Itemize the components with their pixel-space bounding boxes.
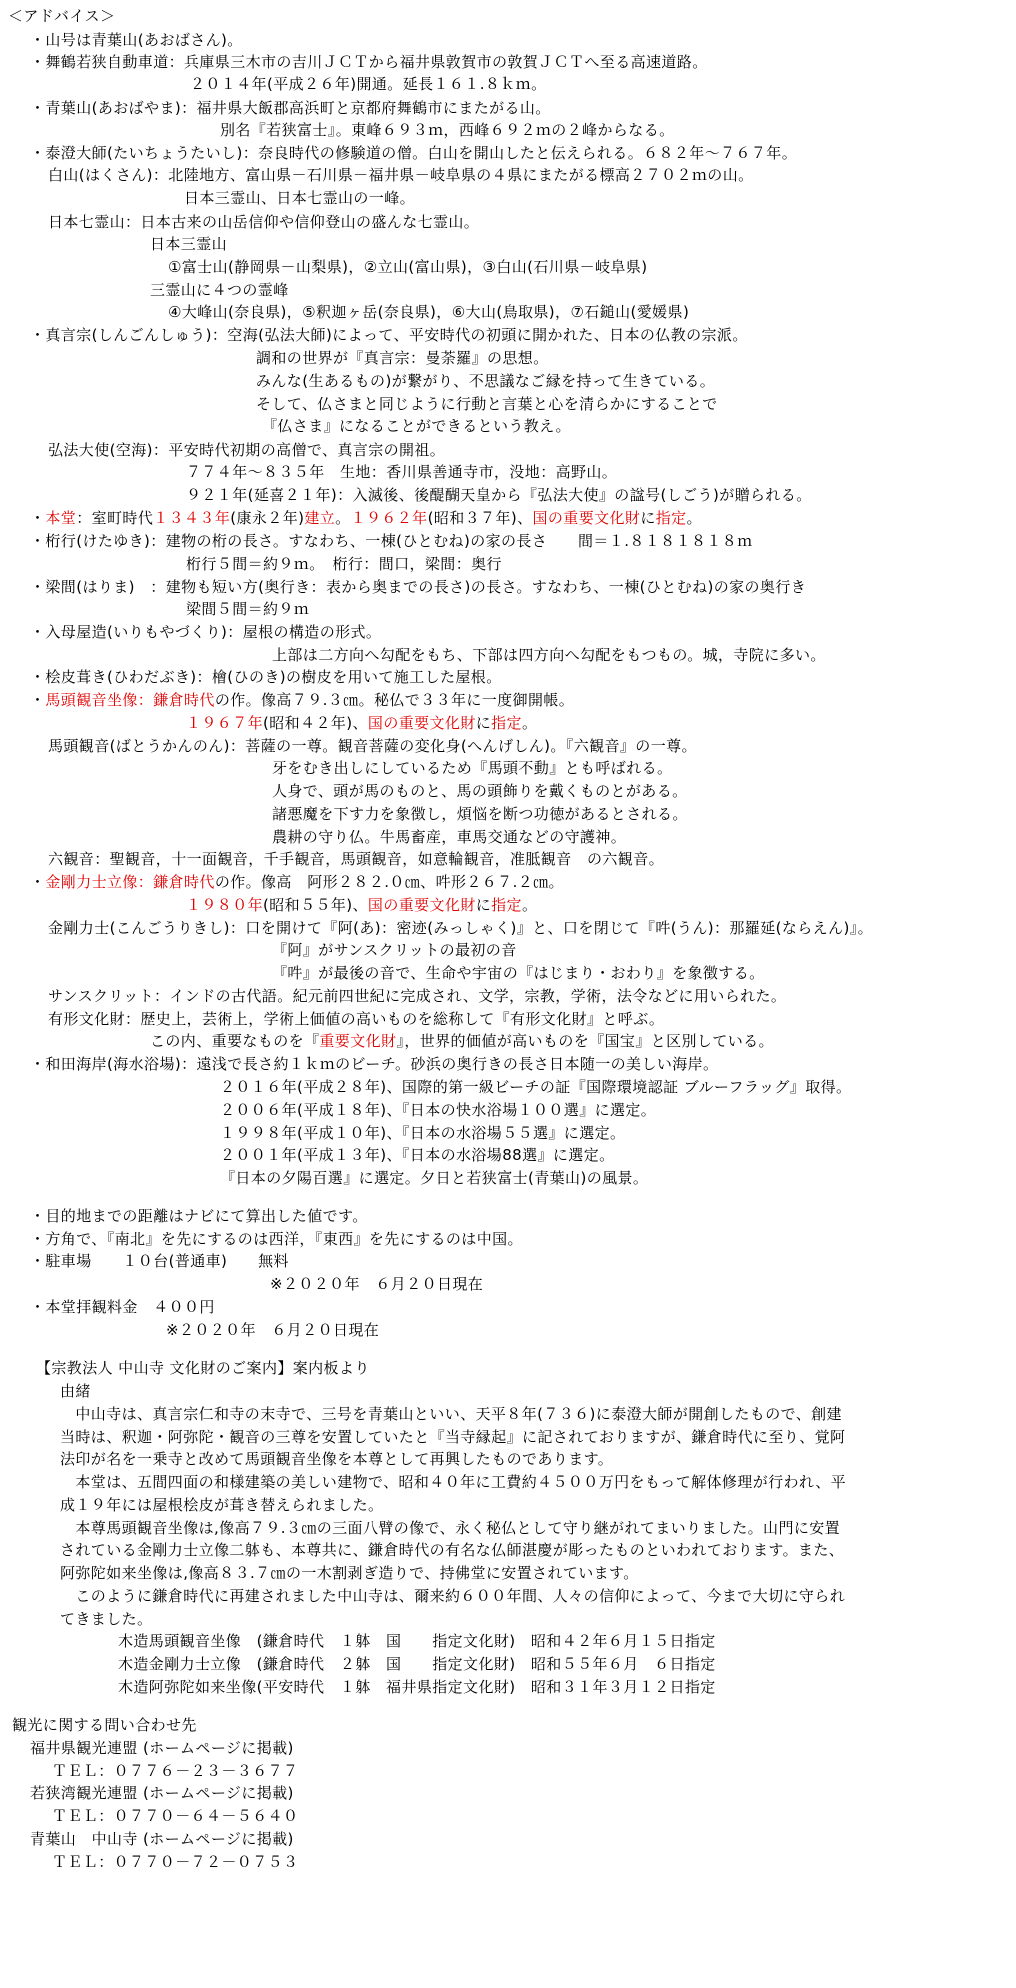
text-line xyxy=(186,462,617,482)
text-segment: 梁間５間＝約９ｍ xyxy=(186,600,310,618)
text-segment: 別名『若狭富士』。東峰６９３ｍ，西峰６９２ｍの２峰からなる。 xyxy=(220,121,675,139)
text-line xyxy=(30,667,502,687)
text-line xyxy=(30,1829,294,1849)
text-segment: ・舞鶴若狭自動車道：兵庫県三木市の吉川ＪＣＴから福井県敦賀市の敦賀ＪＣＴへ至る高速道路。 xyxy=(30,53,708,71)
text-segment: みんな(生あるもの)が繋がり、不思議なご縁を持って生きている。 xyxy=(256,372,716,390)
text-segment: ④大峰山(奈良県)，⑤釈迦ヶ岳(奈良県)，⑥大山(鳥取県)，⑦石鎚山(愛媛県) xyxy=(168,303,690,321)
text-line xyxy=(220,120,675,140)
text-line xyxy=(270,1274,483,1294)
text-line xyxy=(48,736,697,756)
text-line xyxy=(190,74,546,94)
text-segment: ①富士山(静岡県－山梨県)，②立山(富山県)，③白山(石川県－岐阜県) xyxy=(168,258,648,276)
text-line xyxy=(30,1229,523,1249)
text-segment: 桁行５間＝約９ｍ。 桁行：間口，梁間：奥行 xyxy=(186,555,502,573)
text-line xyxy=(48,165,754,185)
text-segment: 観光に関する問い合わせ先 xyxy=(12,1716,197,1734)
text-line xyxy=(60,1472,846,1492)
text-segment: の作。像高 阿形２８２.０㎝、吽形２６７.２㎝。 xyxy=(214,873,564,891)
text-segment: ※２０２０年 ６月２０日現在 xyxy=(270,1275,484,1293)
text-line xyxy=(60,1427,845,1447)
text-segment: てきました。 xyxy=(60,1610,153,1628)
text-segment: に xyxy=(475,714,492,732)
highlight-text: 指定 xyxy=(491,896,522,914)
text-segment: 本尊馬頭観音坐像は,像高７９.３㎝の三面八臂の像で、永く秘仏として守り継がれてまいりました。山門に安置 xyxy=(60,1519,841,1537)
text-line xyxy=(48,918,873,938)
text-line xyxy=(30,1738,294,1758)
text-segment: (昭和５５年)、 xyxy=(263,896,368,914)
text-line xyxy=(220,1077,851,1097)
text-line xyxy=(30,531,753,551)
text-segment: ９２１年(延喜２１年)：入滅後、後醍醐天皇から『弘法大使』の諡号(しごう)が贈られる。 xyxy=(186,486,812,504)
text-segment: 金剛力士(こんごうりきし)：口を開けて『阿(あ)：密迹(みっしゃく)』と、口を閉じて『吽(うん)：那羅延(ならえん)』。 xyxy=(48,919,874,937)
text-segment: 。 xyxy=(335,509,351,527)
text-line xyxy=(30,1054,718,1074)
text-segment: 農耕の守り仏。牛馬畜産，車馬交通などの守護神。 xyxy=(272,828,627,846)
text-segment: 阿弥陀如来坐像は,像高８３.７㎝の一木割剥ぎ造りで、持佛堂に安置されています。 xyxy=(60,1564,639,1582)
text-segment: 。 xyxy=(521,896,538,914)
text-segment: 木造馬頭観音坐像 (鎌倉時代 １躰 国 指定文化財) 昭和４２年６月１５日指定 xyxy=(118,1632,716,1650)
text-segment: 』，世界的価値が高いものを『国宝』と区別している。 xyxy=(396,1032,774,1050)
text-segment: 本堂は、五間四面の和様建築の美しい建物で、昭和４０年に工費約４５００万円をもって解体修理が行われ、平 xyxy=(60,1473,847,1491)
text-segment: ＜アドバイス＞ xyxy=(8,7,116,25)
text-line xyxy=(60,1563,639,1583)
text-line xyxy=(60,1381,91,1401)
text-line xyxy=(30,872,564,892)
highlight-text: １３４３年 xyxy=(153,509,231,527)
text-line xyxy=(8,6,115,26)
text-segment: ：室町時代 xyxy=(76,509,154,527)
text-line xyxy=(48,986,786,1006)
text-line xyxy=(256,394,718,414)
highlight-text: 国の重要文化財 xyxy=(532,509,641,527)
text-line xyxy=(272,758,672,778)
text-line xyxy=(48,440,445,460)
text-segment: ・桁行(けたゆき)：建物の桁の長さ。すなわち、一棟(ひとむね)の家の長さ 間＝１.８１８１８１８ｍ xyxy=(30,532,753,550)
text-segment: サンスクリット：インドの古代語。紀元前四世紀に完成され、文学，宗教，学術，法令などに用いられた。 xyxy=(48,987,787,1005)
highlight-text: 金剛力士立像：鎌倉時代 xyxy=(45,873,215,891)
text-segment: １９９８年(平成１０年)、『日本の水浴場５５選』に選定。 xyxy=(220,1124,626,1142)
text-line xyxy=(30,690,574,710)
text-line xyxy=(60,1609,152,1629)
text-segment: ・和田海岸(海水浴場)：遠浅で長さ約１ｋｍのビーチ。砂浜の奥行きの長さ日本随一の美しい海岸。 xyxy=(30,1055,719,1073)
text-line xyxy=(30,1783,294,1803)
text-line xyxy=(272,781,688,801)
text-segment: ・青葉山(あおばやま)：福井県大飯郡高浜町と京都府舞鶴市にまたがる山。 xyxy=(30,99,551,117)
text-segment: ・目的地までの距離はナビにて算出した値です。 xyxy=(30,1207,368,1225)
text-segment: 白山(はくさん)：北陸地方、富山県－石川県－福井県－岐阜県の４県にまたがる標高２７０２ｍの山。 xyxy=(48,166,754,184)
text-segment: 青葉山 中山寺 (ホームページに掲載) xyxy=(30,1830,294,1848)
text-line xyxy=(30,1297,215,1317)
highlight-text: 重要文化財 xyxy=(319,1032,397,1050)
text-segment: 若狭湾観光連盟 (ホームページに掲載) xyxy=(30,1784,294,1802)
text-line xyxy=(186,485,812,505)
text-segment: ・本堂拝観料金 ４００円 xyxy=(30,1298,215,1316)
text-line xyxy=(60,1518,840,1538)
text-line xyxy=(272,827,626,847)
text-segment: ・桧皮葺き(ひわだぶき)：檜(ひのき)の樹皮を用いて施工した屋根。 xyxy=(30,668,502,686)
text-line xyxy=(60,1404,842,1424)
text-segment: 『日本の夕陽百選』に選定。夕日と若狭富士(青葉山)の風景。 xyxy=(220,1169,649,1187)
highlight-text: １９８０年 xyxy=(186,896,264,914)
text-line xyxy=(30,52,708,72)
text-segment: (昭和３７年)、 xyxy=(427,509,533,527)
text-line xyxy=(272,804,688,824)
text-segment: 当時は、釈迦・阿弥陀・観音の三尊を安置していたと『当寺縁起』に記されておりますが、鎌倉時代に至り、覚阿 xyxy=(60,1428,846,1446)
highlight-text: 指定 xyxy=(655,509,687,527)
text-segment: ・方角で、『南北』を先にするのは西洋，『東西』を先にするのは中国。 xyxy=(30,1230,523,1248)
text-line xyxy=(60,1495,383,1515)
text-line xyxy=(168,257,647,277)
text-line xyxy=(150,1031,774,1051)
text-segment: 『仏さま』になることができるという教え。 xyxy=(262,417,571,435)
text-line xyxy=(256,348,549,368)
text-segment: ・山号は青葉山(あおばさん)。 xyxy=(30,31,243,49)
text-segment: ・ xyxy=(30,509,46,527)
text-line xyxy=(220,1145,615,1165)
text-line xyxy=(30,30,243,50)
text-segment: この内、重要なものを『 xyxy=(150,1032,320,1050)
text-segment: (康永２年) xyxy=(230,509,305,527)
text-segment: 福井県観光連盟 (ホームページに掲載) xyxy=(30,1739,294,1757)
text-line xyxy=(186,554,502,574)
text-line xyxy=(272,963,765,983)
text-line xyxy=(220,1100,656,1120)
highlight-text: 国の重要文化財 xyxy=(367,714,476,732)
text-segment: に xyxy=(640,509,656,527)
text-segment: ・ xyxy=(30,691,46,709)
text-segment: 。 xyxy=(521,714,538,732)
text-line xyxy=(12,1715,197,1735)
text-segment: 牙をむき出しにしているため『馬頭不動』とも呼ばれる。 xyxy=(272,759,673,777)
text-segment: 【宗教法人 中山寺 文化財のご案内】案内板より xyxy=(36,1359,370,1377)
text-line xyxy=(60,1586,845,1606)
text-line xyxy=(166,1320,379,1340)
text-segment: 馬頭観音(ばとうかんのん)：菩薩の一尊。観音菩薩の変化身(へんげしん)。『六観音』の一尊。 xyxy=(48,737,697,755)
text-line xyxy=(118,1631,716,1651)
text-line xyxy=(48,849,664,869)
text-segment: 三霊山に４つの霊峰 xyxy=(150,281,289,299)
text-line xyxy=(150,234,227,254)
text-segment: 有形文化財：歴史上，芸術上，学術上価値の高いものを総称して『有形文化財』と呼ぶ。 xyxy=(48,1010,665,1028)
text-segment: 六観音：聖観音，十一面観音，千手観音，馬頭観音，如意輪観音，准胝観音 の六観音。 xyxy=(48,850,665,868)
text-segment: 日本七霊山：日本古来の山岳信仰や信仰登山の盛んな七霊山。 xyxy=(48,213,480,231)
text-line xyxy=(30,1251,289,1271)
highlight-text: １９６７年 xyxy=(186,714,264,732)
text-line xyxy=(186,895,537,915)
text-segment: 日本三霊山 xyxy=(150,235,228,253)
text-line xyxy=(30,325,748,345)
text-segment: 『阿』がサンスクリットの最初の音 xyxy=(272,941,517,959)
highlight-text: 国の重要文化財 xyxy=(367,896,476,914)
text-segment: ・駐車場 １０台(普通車) 無料 xyxy=(30,1252,289,1270)
text-line xyxy=(168,302,689,322)
text-line xyxy=(184,188,415,208)
text-line xyxy=(30,1206,368,1226)
text-segment: (昭和４２年)、 xyxy=(263,714,368,732)
text-segment: ・真言宗(しんごんしゅう)：空海(弘法大師)によって、平安時代の初頭に開かれた、日本の仏教の宗派。 xyxy=(30,326,748,344)
text-segment: ２００１年(平成１３年)、『日本の水浴場88選』に選定。 xyxy=(220,1146,615,1164)
text-segment: ７７４年～８３５年 生地：香川県善通寺市，没地：高野山。 xyxy=(186,463,618,481)
text-line xyxy=(48,212,479,232)
text-line xyxy=(30,577,806,597)
text-segment: 木造金剛力士立像 (鎌倉時代 ２躰 国 指定文化財) 昭和５５年６月 ６日指定 xyxy=(118,1655,716,1673)
highlight-text: 指定 xyxy=(491,714,522,732)
highlight-text: 建立 xyxy=(304,509,336,527)
text-line xyxy=(60,1449,613,1469)
text-line xyxy=(256,371,715,391)
text-segment: されている金剛力士立像二躰も、本尊共に、鎌倉時代の有名な仏師湛慶が彫ったものといわれております。また、 xyxy=(60,1541,845,1559)
text-segment: ＴＥＬ：０７７６－２３－３６７７ xyxy=(52,1762,299,1780)
text-line xyxy=(30,622,381,642)
text-segment: ※２０２０年 ６月２０日現在 xyxy=(166,1321,380,1339)
text-line xyxy=(52,1852,298,1872)
text-line xyxy=(220,1123,625,1143)
text-line xyxy=(30,98,551,118)
text-segment: このように鎌倉時代に再建されました中山寺は、爾来約６００年間、人々の信仰によって、今まで大切に守られ xyxy=(60,1587,846,1605)
text-segment: そして、仏さまと同じように行動と言葉と心を清らかにすることで xyxy=(256,395,718,413)
text-segment: ・泰澄大師(たいちょうたいし)：奈良時代の修験道の僧。白山を開山したと伝えられる。６８２年～７６７年。 xyxy=(30,144,798,162)
text-segment: 。 xyxy=(686,509,702,527)
text-segment: 中山寺は、真言宗仁和寺の末寺で、三号を青葉山といい、天平８年(７３６)に泰澄大師が開創したもので、創建 xyxy=(60,1405,842,1423)
text-segment: 弘法大使(空海)：平安時代初期の高僧で、真言宗の開祖。 xyxy=(48,441,446,459)
text-segment: ２０１４年(平成２６年)開通。延長１６１.８ｋｍ。 xyxy=(190,75,547,93)
text-segment: 『吽』が最後の音で、生命や宇宙の『はじまり・おわり』を象徴する。 xyxy=(272,964,765,982)
text-line xyxy=(30,143,797,163)
highlight-text: 馬頭観音坐像：鎌倉時代 xyxy=(45,691,215,709)
highlight-text: １９６２年 xyxy=(350,509,428,527)
highlight-text: 本堂 xyxy=(45,509,77,527)
text-line xyxy=(118,1654,716,1674)
text-line xyxy=(30,508,702,528)
text-segment: ２００６年(平成１８年)、『日本の快水浴場１００選』に選定。 xyxy=(220,1101,657,1119)
text-line xyxy=(60,1540,844,1560)
text-line xyxy=(52,1806,298,1826)
text-line xyxy=(36,1358,370,1378)
text-segment: に xyxy=(475,896,492,914)
text-segment: 諸悪魔を下す力を象徴し，煩悩を断つ功徳があるとされる。 xyxy=(272,805,688,823)
text-segment: 日本三霊山、日本七霊山の一峰。 xyxy=(184,189,416,207)
text-segment: ＴＥＬ：０７７０－７２－０７５３ xyxy=(52,1853,299,1871)
text-segment: ・ xyxy=(30,873,46,891)
text-segment: ２０１６年(平成２８年)、国際的第一級ビーチの証『国際環境認証 ブルーフラッグ』取得。 xyxy=(220,1078,852,1096)
text-line xyxy=(48,1009,664,1029)
text-segment: 人身で、頭が馬のものと、馬の頭飾りを戴くものとがある。 xyxy=(272,782,688,800)
text-segment: 成１９年には屋根桧皮が葺き替えられました。 xyxy=(60,1496,384,1514)
text-segment: の作。像高７９.３㎝。秘仏で３３年に一度御開帳。 xyxy=(214,691,575,709)
text-line xyxy=(150,280,289,300)
text-line xyxy=(220,1168,648,1188)
text-line xyxy=(262,416,571,436)
text-segment: 上部は二方向へ勾配をもち、下部は四方向へ勾配をもつもの。城，寺院に多い。 xyxy=(272,646,826,664)
text-segment: 由緒 xyxy=(60,1382,91,1400)
text-segment: ＴＥＬ：０７７０－６４－５６４０ xyxy=(52,1807,299,1825)
text-line xyxy=(272,645,826,665)
text-segment: ・入母屋造(いりもやづくり)：屋根の構造の形式。 xyxy=(30,623,382,641)
text-segment: 調和の世界が『真言宗：曼荼羅』の思想。 xyxy=(256,349,549,367)
text-line xyxy=(186,713,537,733)
text-line xyxy=(186,599,309,619)
text-line xyxy=(272,940,517,960)
text-segment: ・梁間(はりま) ：建物も短い方(奥行き：表から奥までの長さ)の長さ。すなわち、一棟(ひとむね)の家の奥行き xyxy=(30,578,807,596)
text-line xyxy=(118,1677,716,1697)
text-segment: 法印が名を一乗寺と改めて馬頭観音坐像を本尊として再興したものであります。 xyxy=(60,1450,614,1468)
text-line xyxy=(52,1761,298,1781)
text-segment: 木造阿弥陀如来坐像(平安時代 １躰 福井県指定文化財) 昭和３１年３月１２日指定 xyxy=(118,1678,716,1696)
